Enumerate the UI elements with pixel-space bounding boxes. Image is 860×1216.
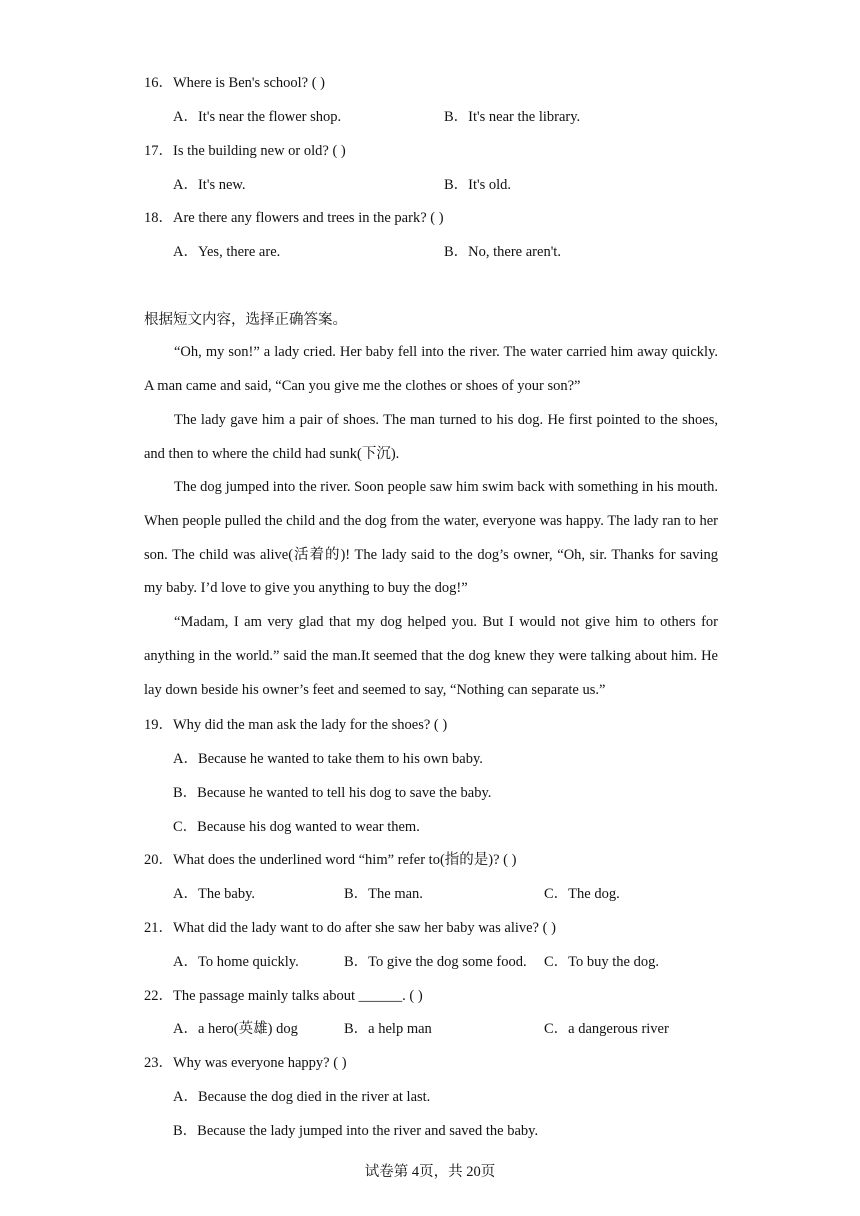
question-17: 17．Is the building new or old? ( ) bbox=[144, 143, 346, 159]
passage-paragraph-3: The dog jumped into the river. Soon people saw him swim back with something in his mouth. When people pulled the child and the dog from the water, everyone was happy. The lady ran to her son. The child was alive(活着的)! The lady said to the dog’s owner, “Oh, sir. Thanks for saving my baby. I’d love to give you anything to buy the dog!” bbox=[144, 479, 718, 597]
question-20: 20．What does the underlined word “him” refer to(指的是)? ( ) bbox=[144, 852, 517, 868]
q22-option-c[interactable]: C．a dangerous river bbox=[544, 1021, 669, 1037]
page-footer: 试卷第 4页，共 20页 bbox=[364, 1164, 496, 1180]
question-18: 18．Are there any flowers and trees in the park? ( ) bbox=[144, 210, 444, 226]
q18-option-b[interactable]: B．No, there aren't. bbox=[444, 244, 561, 260]
q20-option-b[interactable]: B．The man. bbox=[344, 886, 423, 902]
q16-option-b[interactable]: B．It's near the library. bbox=[444, 109, 581, 125]
q22-option-b[interactable]: B．a help man bbox=[344, 1021, 432, 1037]
q21-option-a[interactable]: A．To home quickly. bbox=[173, 954, 299, 970]
passage-paragraph-1: “Oh, my son!” a lady cried. Her baby fell into the river. The water carried him away quickly. A man came and said, “Can you give me the clothes or shoes of your son?” bbox=[144, 344, 718, 394]
question-22: 22．The passage mainly talks about ______. ( ) bbox=[144, 988, 423, 1004]
q20-option-c[interactable]: C．The dog. bbox=[544, 886, 620, 902]
passage-paragraph-2: The lady gave him a pair of shoes. The man turned to his dog. He first pointed to the shoes, and then to where the child had sunk(下沉). bbox=[144, 412, 718, 462]
q17-option-b[interactable]: B．It's old. bbox=[444, 177, 512, 193]
passage-paragraph-4: “Madam, I am very glad that my dog helped you. But I would not give him to others for anything in the world.” said the man.It seemed that the dog knew they were talking about him. He lay down beside his owner’s feet and seemed to say, “Nothing can separate us.” bbox=[144, 614, 718, 698]
q18-option-a[interactable]: A．Yes, there are. bbox=[173, 244, 281, 260]
question-16: 16．Where is Ben's school? ( ) bbox=[144, 75, 325, 91]
q19-option-c[interactable]: C．Because his dog wanted to wear them. bbox=[173, 819, 420, 835]
q20-option-a[interactable]: A．The baby. bbox=[173, 886, 256, 902]
question-23: 23．Why was everyone happy? ( ) bbox=[144, 1055, 347, 1071]
q16-option-a[interactable]: A．It's near the flower shop. bbox=[173, 109, 342, 125]
q22-option-a[interactable]: A．a hero(英雄) dog bbox=[173, 1021, 298, 1037]
question-19: 19．Why did the man ask the lady for the shoes? ( ) bbox=[144, 717, 448, 733]
q17-option-a[interactable]: A．It's new. bbox=[173, 177, 246, 193]
q21-option-c[interactable]: C．To buy the dog. bbox=[544, 954, 659, 970]
q23-option-a[interactable]: A．Because the dog died in the river at last. bbox=[173, 1089, 431, 1105]
q19-option-a[interactable]: A．Because he wanted to take them to his own baby. bbox=[173, 751, 483, 767]
q23-option-b[interactable]: B．Because the lady jumped into the river and saved the baby. bbox=[173, 1123, 539, 1139]
q21-option-b[interactable]: B．To give the dog some food. bbox=[344, 954, 527, 970]
q19-option-b[interactable]: B．Because he wanted to tell his dog to save the baby. bbox=[173, 785, 492, 801]
section-instruction: 根据短文内容，选择正确答案。 bbox=[144, 312, 347, 328]
question-21: 21．What did the lady want to do after she saw her baby was alive? ( ) bbox=[144, 920, 556, 936]
